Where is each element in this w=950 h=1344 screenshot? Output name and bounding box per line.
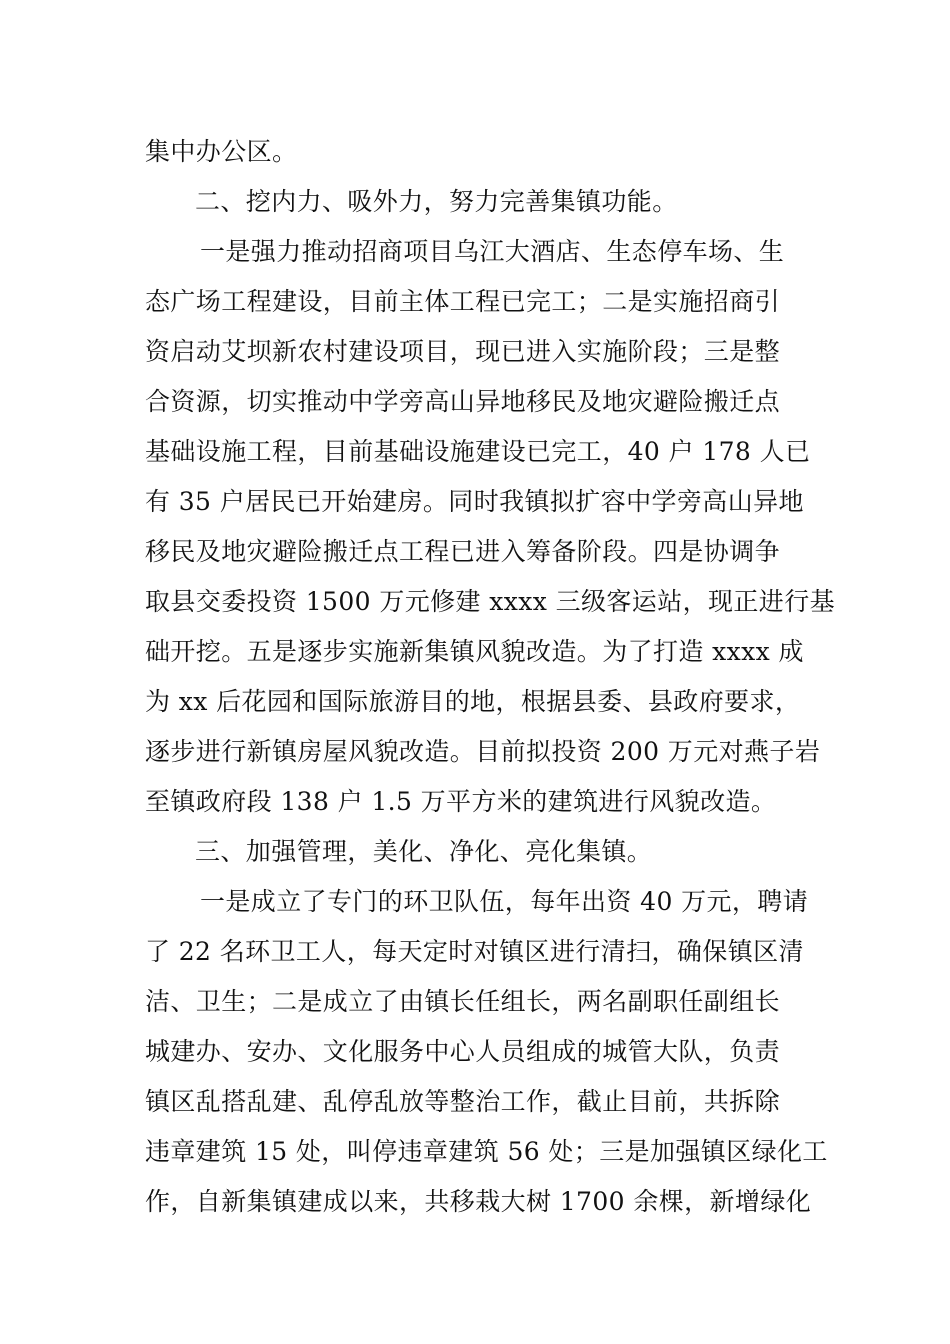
text-line: 合资源，切实推动中学旁高山异地移民及地灾避险搬迁点 <box>145 387 781 416</box>
text-line: 至镇政府段 138 户 1.5 万平方米的建筑进行风貌改造。 <box>145 787 777 816</box>
text-line: 了 22 名环卫工人，每天定时对镇区进行清扫，确保镇区清 <box>145 937 804 966</box>
text-line: 为 xx 后花园和国际旅游目的地，根据县委、县政府要求， <box>145 687 801 716</box>
text-line: 一是成立了专门的环卫队伍，每年出资 40 万元，聘请 <box>200 887 809 916</box>
section-heading-2: 二、挖内力、吸外力，努力完善集镇功能。 <box>195 187 678 216</box>
text-line: 取县交委投资 1500 万元修建 xxxx 三级客运站，现正进行基 <box>145 587 836 616</box>
text-line: 一是强力推动招商项目乌江大酒店、生态停车场、生 <box>200 237 785 266</box>
text-line: 洁、卫生；二是成立了由镇长任组长，两名副职任副组长 <box>145 987 781 1016</box>
text-line: 逐步进行新镇房屋风貌改造。目前拟投资 200 万元对燕子岩 <box>145 737 821 766</box>
text-line: 城建办、安办、文化服务中心人员组成的城管大队，负责 <box>145 1037 781 1066</box>
text-line: 集中办公区。 <box>145 137 298 166</box>
text-line: 作，自新集镇建成以来，共移栽大树 1700 余棵，新增绿化 <box>145 1187 812 1216</box>
text-line: 镇区乱搭乱建、乱停乱放等整治工作，截止目前，共拆除 <box>145 1087 781 1116</box>
text-line: 资启动艾坝新农村建设项目，现已进入实施阶段；三是整 <box>145 337 781 366</box>
text-line: 有 35 户居民已开始建房。同时我镇拟扩容中学旁高山异地 <box>145 487 804 516</box>
text-line: 础开挖。五是逐步实施新集镇风貌改造。为了打造 xxxx 成 <box>145 637 804 666</box>
text-line: 基础设施工程，目前基础设施建设已完工，40 户 178 人已 <box>145 437 811 466</box>
text-line: 态广场工程建设，目前主体工程已完工；二是实施招商引 <box>145 287 781 316</box>
section-heading-3: 三、加强管理，美化、净化、亮化集镇。 <box>195 837 653 866</box>
text-line: 移民及地灾避险搬迁点工程已进入筹备阶段。四是协调争 <box>145 537 781 566</box>
text-line: 违章建筑 15 处，叫停违章建筑 56 处；三是加强镇区绿化工 <box>145 1137 828 1166</box>
